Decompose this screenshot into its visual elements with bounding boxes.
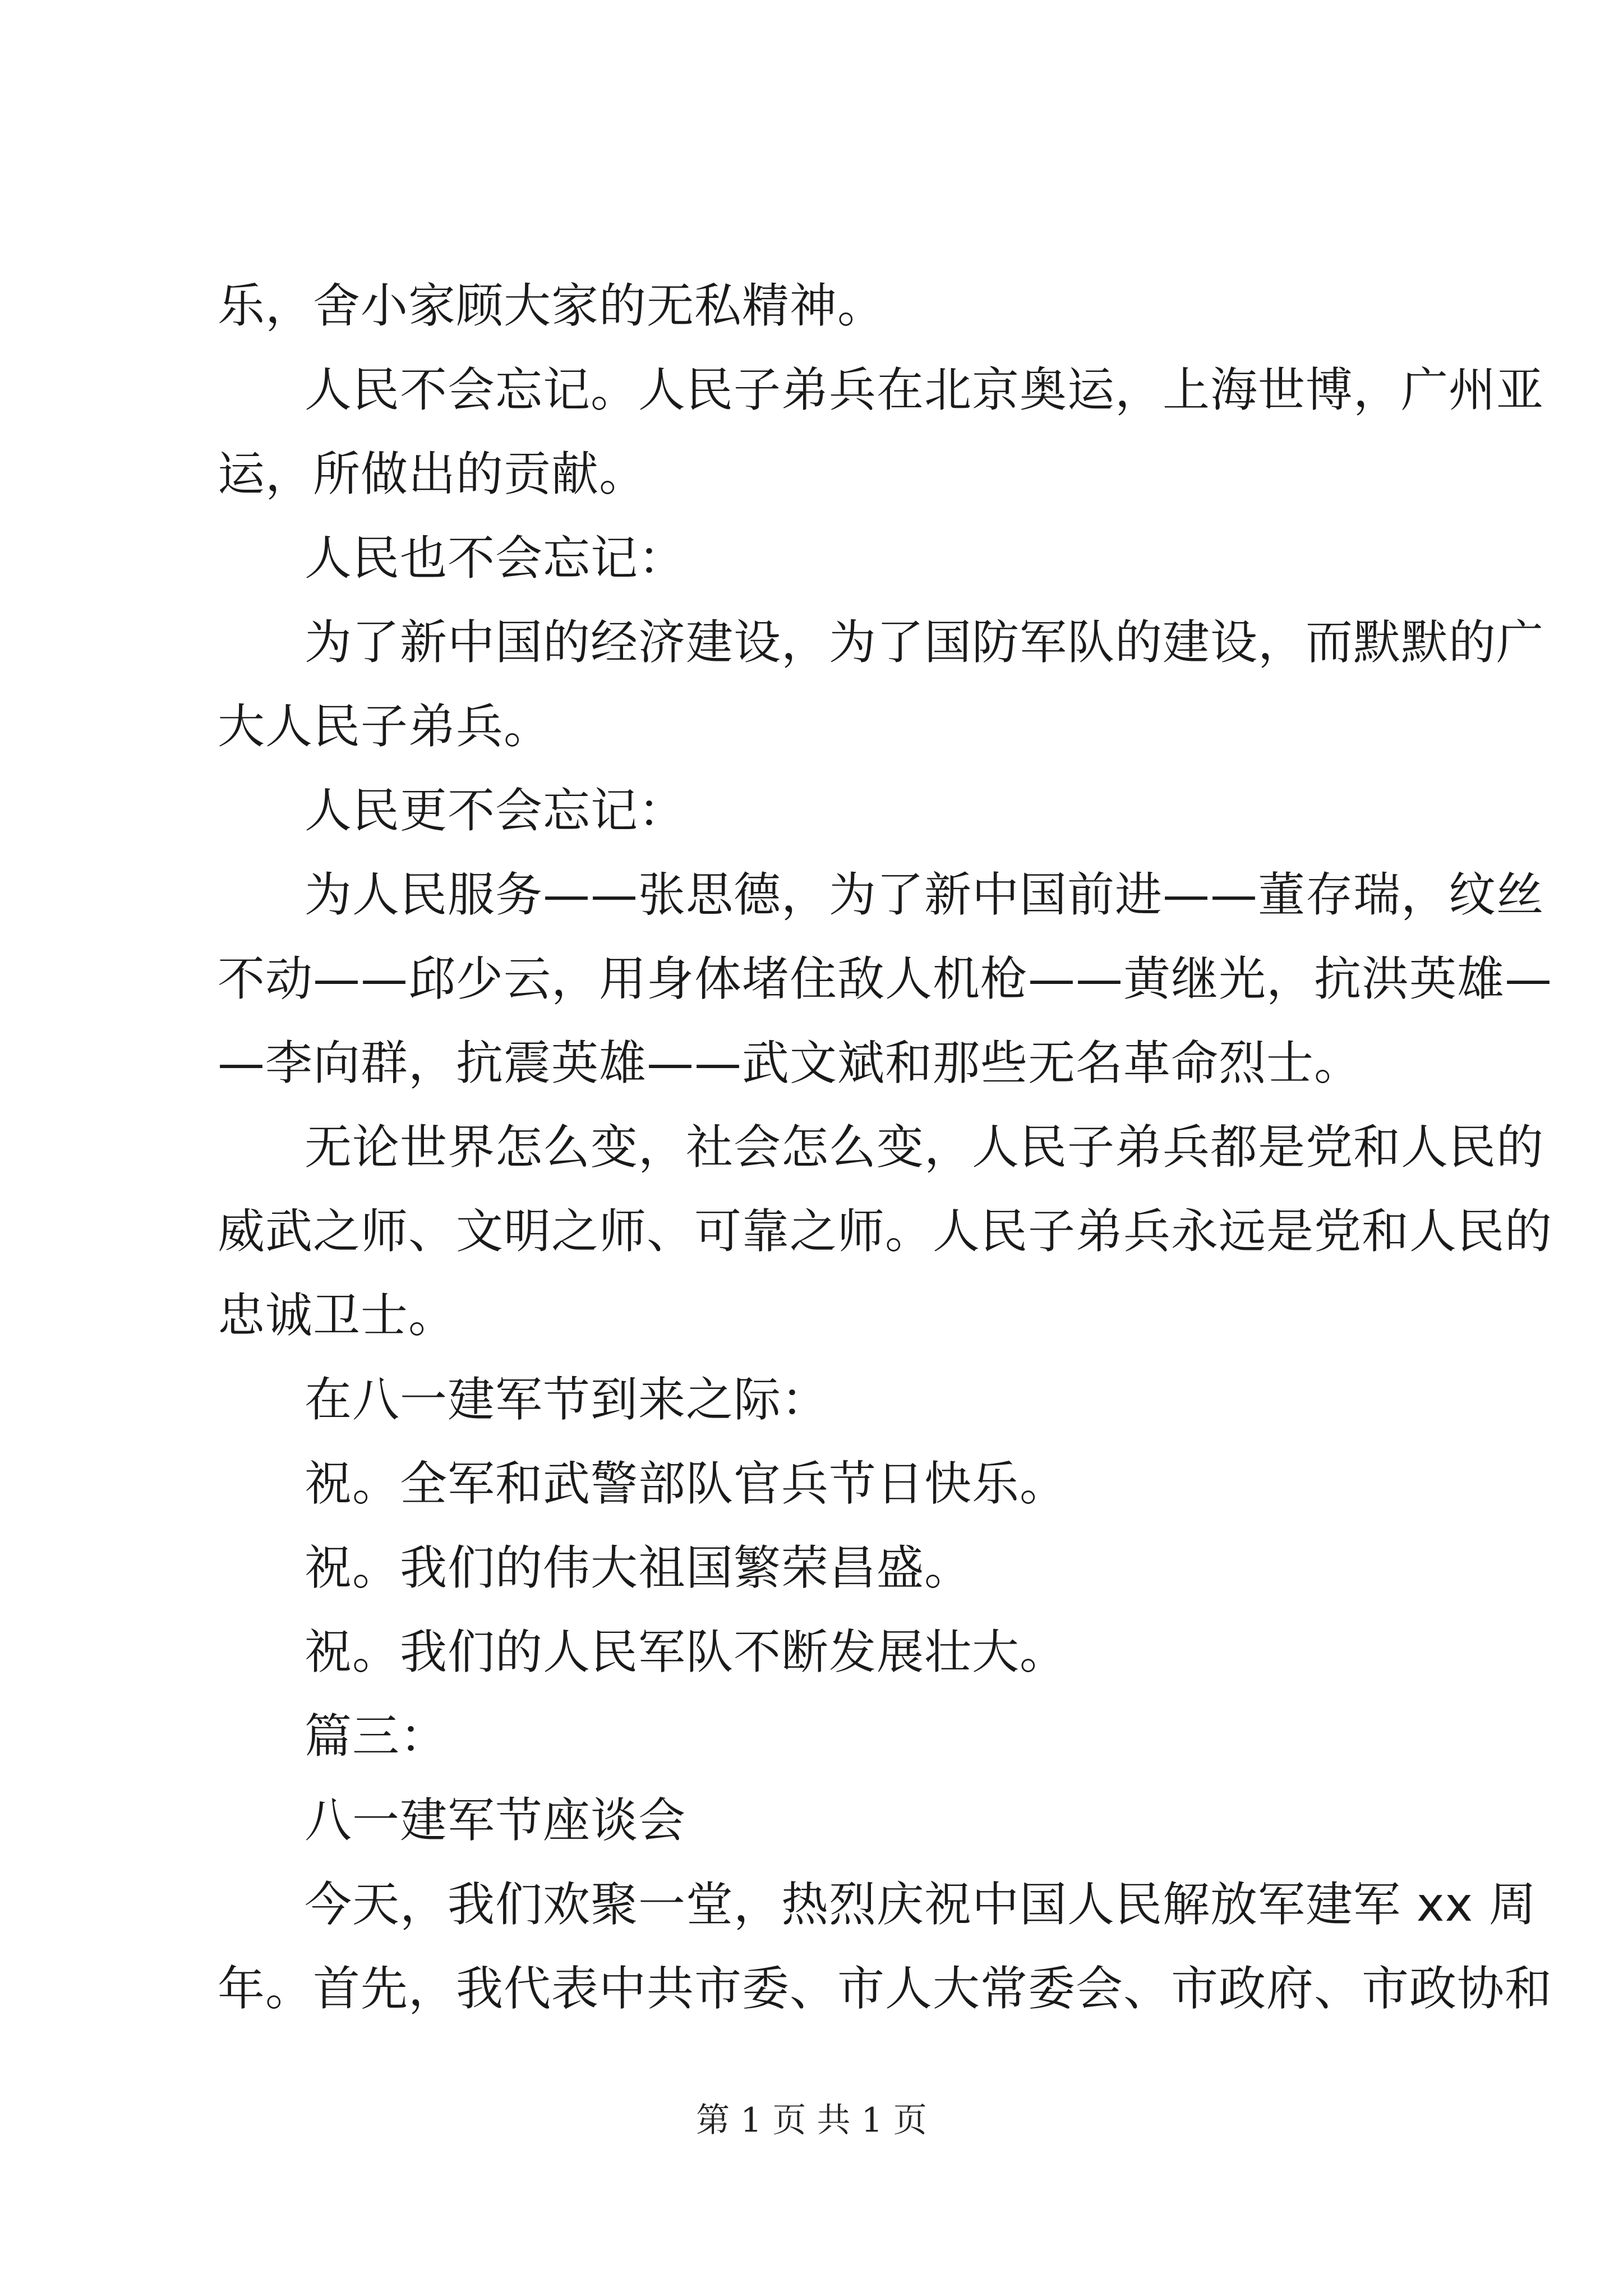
text-line: 运，所做出的贡献。 xyxy=(218,447,647,501)
text-line: 为了新中国的经济建设，为了国防军队的建设，而默默的广 xyxy=(305,615,1544,670)
text-line: 为人民服务——张思德，为了新中国前进——董存瑞，纹丝 xyxy=(305,867,1544,922)
text-line: 不动——邱少云，用身体堵住敌人机枪——黄继光，抗洪英雄— xyxy=(218,951,1553,1006)
text-line: 忠诚卫士。 xyxy=(218,1288,457,1343)
text-line: 人民不会忘记。人民子弟兵在北京奥运，上海世博，广州亚 xyxy=(305,362,1544,417)
text-line: 祝。我们的人民军队不断发展壮大。 xyxy=(305,1625,1068,1680)
text-line: 大人民子弟兵。 xyxy=(218,699,552,754)
text-line: 年。首先，我代表中共市委、市人大常委会、市政府、市政协和 xyxy=(218,1961,1553,2016)
text-line: —李向群，抗震英雄——武文斌和那些无名革命烈士。 xyxy=(218,1036,1362,1091)
text-line: 人民更不会忘记： xyxy=(305,783,686,838)
text-line: 篇三： xyxy=(305,1709,448,1764)
text-line: 祝。我们的伟大祖国繁荣昌盛。 xyxy=(305,1540,972,1595)
text-line: 今天，我们欢聚一堂，热烈庆祝中国人民解放军建军 xx 周 xyxy=(305,1877,1537,1932)
text-line: 乐，舍小家顾大家的无私精神。 xyxy=(218,278,886,333)
text-line: 威武之师、文明之师、可靠之师。人民子弟兵永远是党和人民的 xyxy=(218,1204,1553,1259)
text-line: 祝。全军和武警部队官兵节日快乐。 xyxy=(305,1456,1068,1511)
text-line: 人民也不会忘记： xyxy=(305,531,686,586)
text-line: 八一建军节座谈会 xyxy=(305,1793,686,1848)
text-line: 无论世界怎么变，社会怎么变，人民子弟兵都是党和人民的 xyxy=(305,1120,1544,1175)
page-footer: 第 1 页 共 1 页 xyxy=(696,2101,927,2140)
text-line: 在八一建军节到来之际： xyxy=(305,1372,829,1427)
